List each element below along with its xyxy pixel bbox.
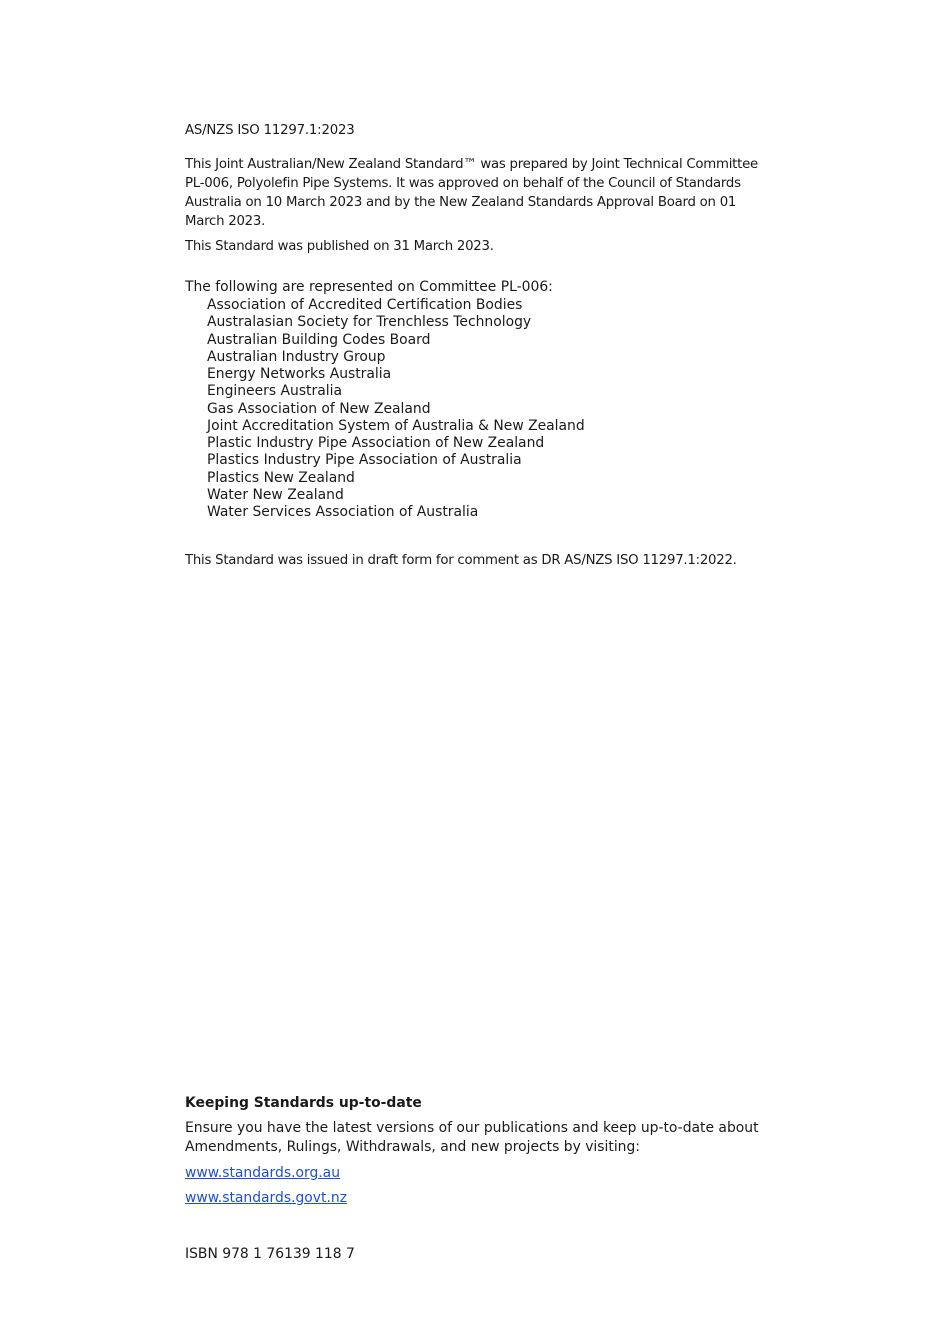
committee-member: Australian Building Codes Board [207,331,431,348]
committee-member: Plastics New Zealand [207,469,355,486]
document-identifier: AS/NZS ISO 11297.1:2023 [185,123,355,138]
committee-member: Engineers Australia [207,383,342,400]
standards-australia-link[interactable]: www.standards.org.au [185,1165,341,1181]
committee-heading: The following are represented on Committee PL-006: [185,279,553,295]
committee-member: Plastic Industry Pipe Association of New Zealand [207,435,545,451]
publication-statement: This Standard was published on 31 March 2023. [185,239,494,254]
draft-note: This Standard was issued in draft form for comment as DR AS/NZS ISO 11297.1:2022. [185,553,737,568]
committee-member: Joint Accreditation System of Australia & New Zealand [207,417,585,434]
keeping-up-to-date-body: Ensure you have the latest versions of our publications and keep up-to-date about Amendments, Rulings, Withdrawals, and new projects by visiting: [185,1120,759,1155]
standards-new-zealand-link[interactable]: www.standards.govt.nz [185,1190,347,1206]
committee-member-list [207,297,585,521]
committee-member: Water Services Association of Australia [207,504,479,520]
preparation-statement: This Joint Australian/New Zealand Standard™ was prepared by Joint Technical Committee PL-006, Polyolefin Pipe Systems. It was approved on behalf of the Council of Standards Australia on 10 March 2023 and by the New Zealand Standards Approval Board on 01 March 2023. [185,157,758,229]
committee-member: Gas Association of New Zealand [207,400,431,417]
committee-member: Energy Networks Australia [207,366,392,382]
isbn: ISBN 978 1 76139 118 7 [185,1246,355,1262]
committee-member: Association of Accredited Certification Bodies [207,297,523,313]
committee-member: Australasian Society for Trenchless Technology [207,314,532,331]
committee-member: Plastics Industry Pipe Association of Australia [207,452,522,469]
keeping-up-to-date-heading: Keeping Standards up-to-date [185,1095,422,1111]
committee-member: Water New Zealand [207,486,344,503]
committee-member: Australian Industry Group [207,348,386,365]
